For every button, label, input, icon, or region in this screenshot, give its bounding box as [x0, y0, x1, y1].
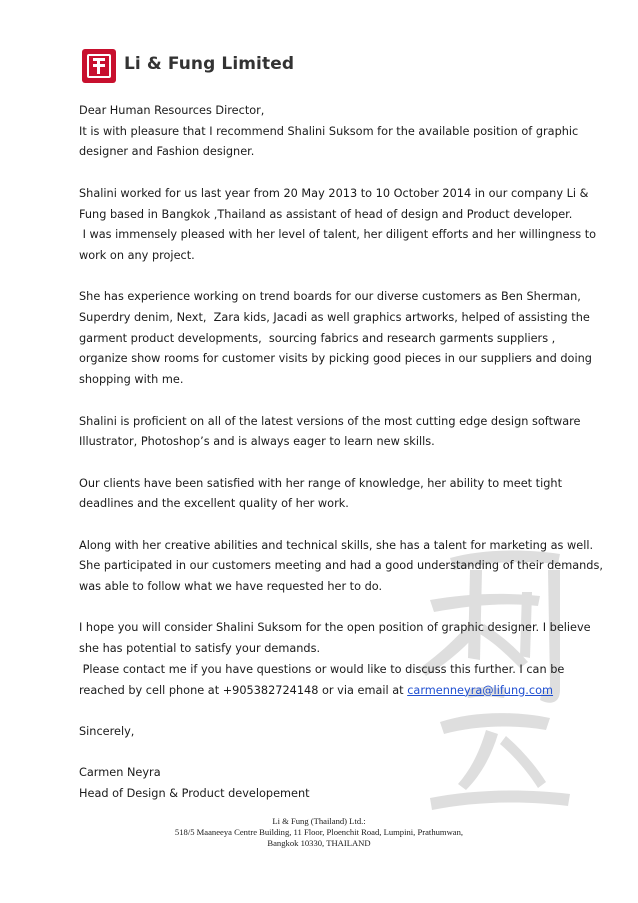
paragraph-line: Superdry denim, Next, Zara kids, Jacadi as well graphics artworks, helped of assisting the	[79, 311, 590, 324]
paragraph-line: she has potential to satisfy your demands.	[79, 642, 321, 656]
paragraph-line: Our clients have been satisfied with her range of knowledge, her ability to meet tight	[79, 476, 562, 490]
li-fung-logo-icon	[82, 49, 116, 83]
footer-address	[0, 816, 638, 850]
paragraph-line: Please contact me if you have questions or would like to discuss this further. I can be	[79, 662, 565, 676]
footer-city: Bangkok 10330, THAILAND	[267, 838, 371, 849]
paragraph-line: Fung based in Bangkok ,Thailand as assistant of head of design and Product developer.	[79, 207, 573, 221]
paragraph-line	[79, 681, 579, 702]
paragraph-line: was able to follow what we have requested her to do.	[79, 580, 383, 594]
paragraph-line: I hope you will consider Shalini Suksom for the open position of graphic designer. I believe	[79, 621, 591, 635]
paragraph-line: Shalini is proficient on all of the latest versions of the most cutting edge design software	[79, 414, 581, 428]
email-link[interactable]: carmenneyra@lifung.com	[407, 683, 554, 697]
paragraph-line: It is with pleasure that I recommend Shalini Suksom for the available position of graphic	[79, 124, 579, 138]
contact-text: reached by cell phone at +905382724148 or via email at	[79, 683, 408, 697]
paragraph-line: She participated in our customers meeting and had a good understanding of their demands,	[79, 559, 603, 573]
footer-street: 518/5 Maaneeya Centre Building, 11 Floor, Ploenchit Road, Lumpini, Prathumwan,	[174, 827, 464, 838]
company-logo	[82, 49, 295, 83]
footer-company: Li & Fung (Thailand) Ltd.:	[272, 816, 366, 826]
paragraph-line: I was immensely pleased with her level of talent, her diligent efforts and her willingness to	[79, 228, 597, 242]
paragraph-line: Illustrator, Photoshop’s and is always eager to learn new skills.	[79, 435, 435, 449]
company-name: Li & Fung Limited	[124, 54, 295, 74]
paragraph-line: organize show rooms for customer visits by picking good pieces in our suppliers and doing	[79, 352, 592, 366]
paragraph-line: designer and Fashion designer.	[79, 145, 255, 159]
letter-body	[79, 101, 603, 805]
paragraph-line: shopping with me.	[79, 373, 184, 387]
paragraph-line: Shalini worked for us last year from 20 May 2013 to 10 October 2014 in our company Li &	[79, 186, 589, 200]
paragraph-line: She has experience working on trend boards for our diverse customers as Ben Sherman,	[79, 290, 581, 304]
closing: Sincerely,	[79, 724, 135, 738]
paragraph-line: deadlines and the excellent quality of her work.	[79, 497, 349, 511]
signer-name: Carmen Neyra	[79, 766, 161, 780]
paragraph-line: work on any project.	[79, 248, 195, 262]
signer-title: Head of Design & Product developement	[79, 787, 310, 801]
paragraph-line: garment product developments, sourcing fabrics and research garments suppliers ,	[79, 331, 556, 345]
salutation: Dear Human Resources Director,	[79, 104, 265, 117]
paragraph-line: Along with her creative abilities and technical skills, she has a talent for marketing as well.	[79, 538, 594, 552]
